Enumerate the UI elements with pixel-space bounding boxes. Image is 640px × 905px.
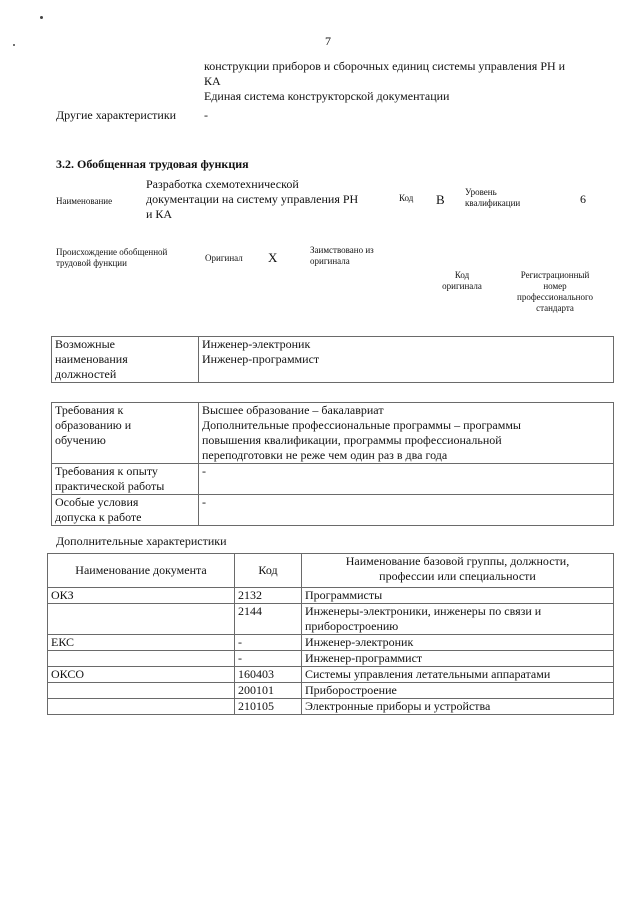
original-label: Оригинал	[205, 253, 243, 263]
positions-table	[51, 336, 614, 383]
code-cell: -	[235, 635, 302, 651]
table-row	[48, 635, 614, 651]
name-line: Системы управления летательными аппаратами	[305, 667, 551, 681]
function-name	[146, 177, 386, 222]
code-cell: 2132	[235, 588, 302, 604]
additional-table	[47, 553, 614, 715]
table-row	[48, 588, 614, 604]
scan-speck	[13, 44, 15, 46]
requirement-label-line: Требования к	[55, 403, 124, 417]
doc-cell: ОКЗ	[48, 588, 235, 604]
original-mark: X	[268, 250, 278, 265]
borrowed-label-line: оригинала	[310, 256, 350, 266]
header-name-line: профессии или специальности	[379, 569, 536, 583]
other-characteristics-label: Другие характеристики	[56, 108, 177, 122]
code-cell: 160403	[235, 667, 302, 683]
header-name	[302, 554, 614, 588]
requirement-line: переподготовки не реже чем один раз в два года	[202, 448, 448, 462]
registration-number-label	[505, 270, 605, 314]
name-line: приборостроению	[305, 619, 399, 633]
requirement-label-line: Требования к опыту	[55, 464, 158, 478]
position-name: Инженер-электроник	[202, 337, 311, 351]
table-row	[48, 667, 614, 683]
requirement-label-line: Особые условия	[55, 495, 139, 509]
code-cell: 2144	[235, 604, 302, 635]
requirement-line: -	[202, 495, 206, 509]
name-cell	[302, 588, 614, 604]
registration-line: Регистрационный	[520, 270, 590, 280]
table-row	[48, 604, 614, 635]
code-value: B	[436, 192, 445, 207]
name-cell	[302, 651, 614, 667]
name-line: Инженер-электроник	[305, 635, 414, 649]
other-characteristics-value: -	[204, 108, 208, 122]
table-header-row	[48, 554, 614, 588]
name-line: Программисты	[305, 588, 383, 602]
doc-cell: ОКСО	[48, 667, 235, 683]
function-name-line: Разработка схемотехнической	[146, 177, 299, 191]
code-original-label	[432, 270, 492, 292]
registration-line: стандарта	[536, 303, 574, 313]
table-row	[52, 403, 614, 464]
function-name-line: и КА	[146, 207, 173, 221]
requirement-line: повышения квалификации, программы профессиональной	[202, 433, 502, 447]
continuation-line: Единая система конструкторской документации	[204, 89, 450, 103]
requirement-line: Дополнительные профессиональные программы – программы	[202, 418, 521, 432]
special-conditions-value	[199, 495, 614, 526]
table-row	[48, 651, 614, 667]
code-cell: -	[235, 651, 302, 667]
name-cell	[302, 667, 614, 683]
section-title: 3.2. Обобщенная трудовая функция	[56, 157, 249, 171]
requirement-label-line: практической работы	[55, 479, 165, 493]
level-label-line: Уровень	[465, 187, 497, 197]
continuation-line: КА	[204, 74, 221, 88]
experience-label	[52, 464, 199, 495]
positions-values	[199, 337, 614, 383]
special-conditions-label	[52, 495, 199, 526]
continuation-text	[204, 59, 624, 104]
doc-cell	[48, 699, 235, 715]
continuation-line: конструкции приборов и сборочных единиц системы управления РН и	[204, 59, 566, 73]
position-name: Инженер-программист	[202, 352, 320, 366]
requirement-label-line: образованию и	[55, 418, 132, 432]
name-line: Электронные приборы и устройства	[305, 699, 491, 713]
requirement-line: -	[202, 464, 206, 478]
table-row	[52, 464, 614, 495]
name-line: Инженер-программист	[305, 651, 423, 665]
origin-label	[56, 247, 167, 269]
header-doc: Наименование документа	[48, 554, 235, 588]
level-label-line: квалификации	[465, 198, 521, 208]
page-number: 7	[325, 34, 331, 48]
requirement-label-line: обучению	[55, 433, 106, 447]
name-cell	[302, 699, 614, 715]
requirements-table	[51, 402, 614, 526]
table-row	[52, 495, 614, 526]
doc-cell	[48, 683, 235, 699]
code-label: Код	[399, 193, 414, 203]
header-name-line: Наименование базовой группы, должности,	[345, 554, 570, 568]
name-line: Инженеры-электроники, инженеры по связи и	[305, 604, 542, 618]
experience-value	[199, 464, 614, 495]
level-value: 6	[580, 192, 586, 206]
function-name-line: документации на систему управления РН	[146, 192, 359, 206]
education-label	[52, 403, 199, 464]
registration-line: профессионального	[517, 292, 593, 302]
doc-cell	[48, 651, 235, 667]
positions-label-line: наименования	[55, 352, 128, 366]
borrowed-label	[310, 245, 374, 267]
table-row	[48, 683, 614, 699]
positions-label-line: Возможные	[55, 337, 115, 351]
table-row	[52, 337, 614, 383]
level-label	[465, 187, 520, 209]
name-line: Приборостроение	[305, 683, 397, 697]
positions-label-line: должностей	[55, 367, 117, 381]
code-original-line: Код	[454, 270, 470, 280]
name-cell	[302, 683, 614, 699]
requirement-line: Высшее образование – бакалавриат	[202, 403, 384, 417]
name-cell	[302, 604, 614, 635]
education-values	[199, 403, 614, 464]
code-cell: 210105	[235, 699, 302, 715]
additional-title: Дополнительные характеристики	[56, 534, 227, 548]
positions-label	[52, 337, 199, 383]
header-code: Код	[235, 554, 302, 588]
doc-cell	[48, 604, 235, 635]
requirement-label-line: допуска к работе	[55, 510, 142, 524]
name-cell	[302, 635, 614, 651]
scan-speck	[40, 16, 43, 19]
origin-label-line: трудовой функции	[56, 258, 127, 268]
name-label: Наименование	[56, 196, 113, 206]
registration-line: номер	[543, 281, 567, 291]
origin-label-line: Происхождение обобщенной	[56, 247, 168, 257]
doc-cell: ЕКС	[48, 635, 235, 651]
table-row	[48, 699, 614, 715]
code-cell: 200101	[235, 683, 302, 699]
borrowed-label-line: Заимствовано из	[310, 245, 374, 255]
code-original-line: оригинала	[442, 281, 482, 291]
